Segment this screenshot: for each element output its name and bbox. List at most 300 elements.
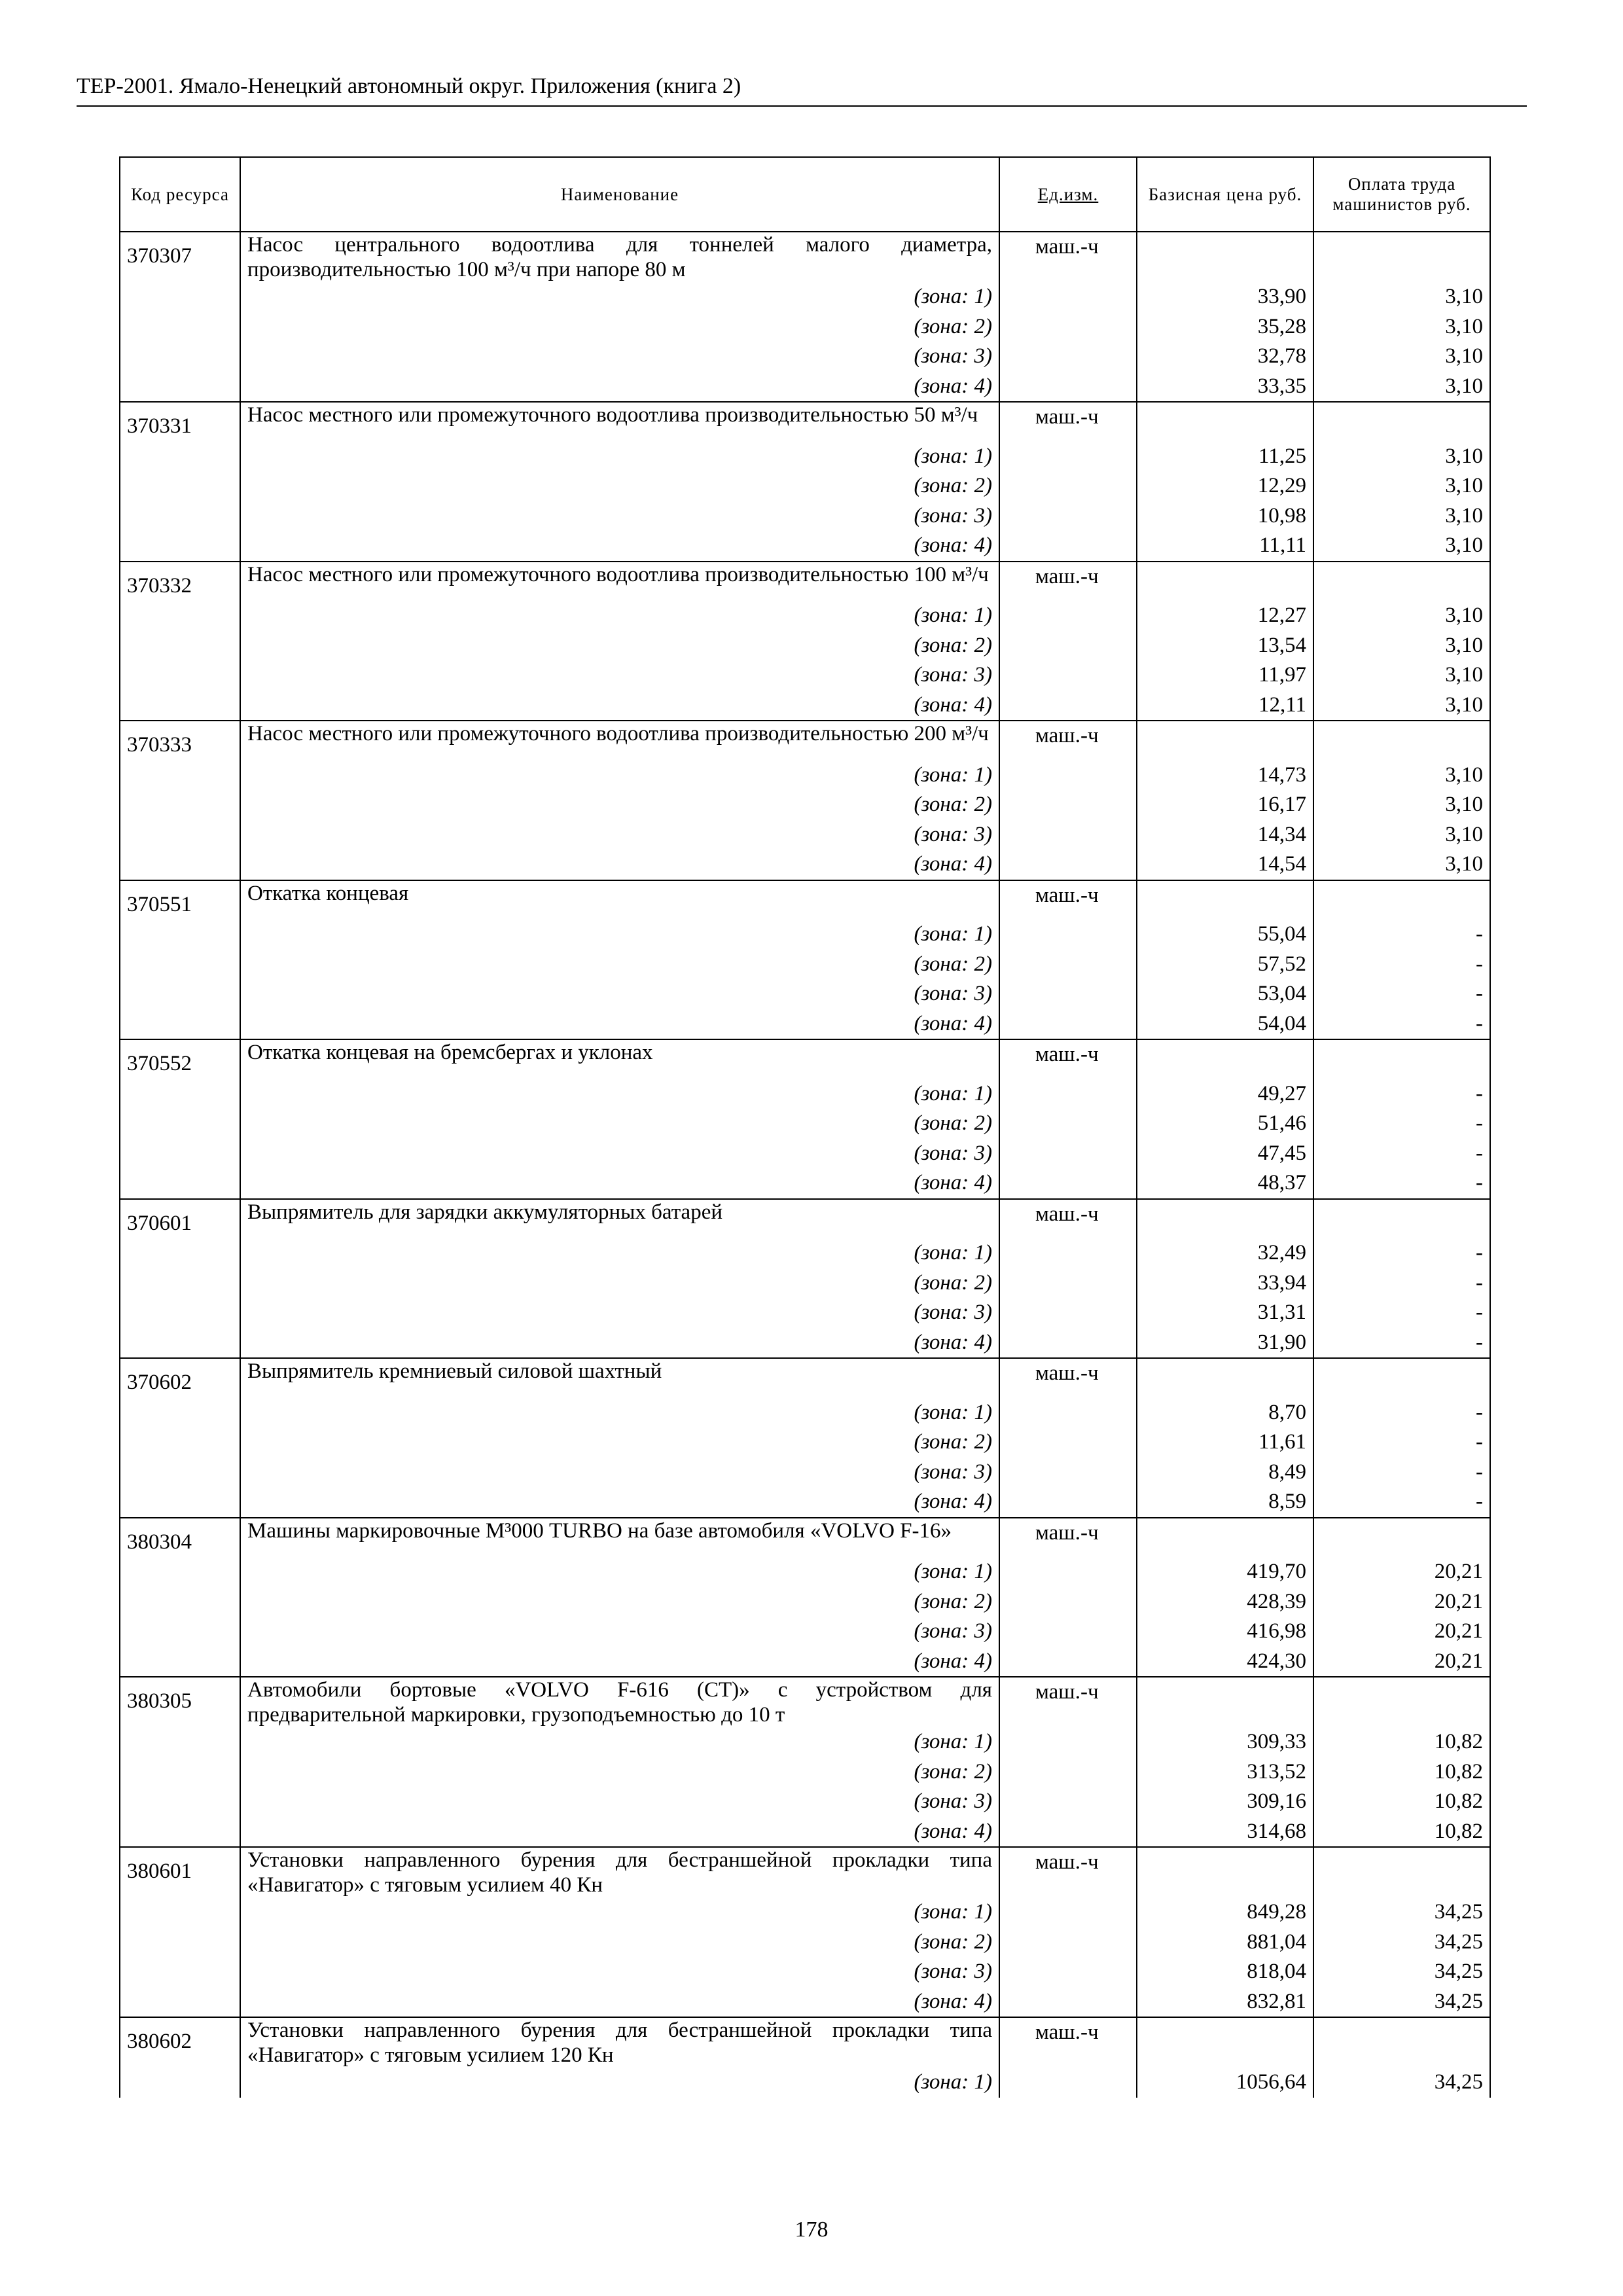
empty-cell <box>999 660 1137 691</box>
zone-label: (зона: 3) <box>240 979 999 1009</box>
zone-operator-pay: - <box>1313 1168 1490 1199</box>
zone-operator-pay: 3,10 <box>1313 850 1490 880</box>
empty-cell <box>999 1168 1137 1199</box>
zone-label: (зона: 1) <box>240 1238 999 1268</box>
resource-name: Насос местного или промежуточного водоотлива производительностью 200 м³/ч <box>240 721 999 761</box>
zone-base-price: 1056,64 <box>1137 2068 1313 2098</box>
zone-row <box>120 1139 1490 1169</box>
empty-cell <box>120 1009 240 1040</box>
resource-unit: маш.-ч <box>999 562 1137 601</box>
zone-row <box>120 1897 1490 1928</box>
resource-name: Откатка концевая <box>240 880 999 920</box>
empty-cell <box>999 1487 1137 1518</box>
empty-cell <box>1313 721 1490 761</box>
zone-label: (зона: 2) <box>240 1928 999 1958</box>
resource-row <box>120 1847 1490 1897</box>
zone-base-price: 849,28 <box>1137 1897 1313 1928</box>
zone-base-price: 14,73 <box>1137 761 1313 791</box>
empty-cell <box>120 1928 240 1958</box>
empty-cell <box>999 761 1137 791</box>
empty-cell <box>1137 1518 1313 1558</box>
empty-cell <box>120 1168 240 1199</box>
zone-row <box>120 790 1490 820</box>
zone-row <box>120 1298 1490 1328</box>
empty-cell <box>999 1897 1137 1928</box>
empty-cell <box>999 312 1137 342</box>
zone-label: (зона: 4) <box>240 372 999 403</box>
zone-base-price: 11,97 <box>1137 660 1313 691</box>
resource-unit: маш.-ч <box>999 1358 1137 1398</box>
empty-cell <box>120 601 240 631</box>
empty-cell <box>1137 562 1313 601</box>
resource-row <box>120 402 1490 442</box>
resource-unit: маш.-ч <box>999 2017 1137 2068</box>
zone-row <box>120 1458 1490 1488</box>
zone-row <box>120 820 1490 850</box>
zone-row <box>120 372 1490 403</box>
zone-operator-pay: 34,25 <box>1313 1897 1490 1928</box>
empty-cell <box>999 1817 1137 1848</box>
empty-cell <box>1313 1518 1490 1558</box>
zone-base-price: 818,04 <box>1137 1957 1313 1987</box>
table-header-row <box>120 157 1490 232</box>
zone-base-price: 12,27 <box>1137 601 1313 631</box>
empty-cell <box>999 2068 1137 2098</box>
zone-base-price: 33,35 <box>1137 372 1313 403</box>
zone-label: (зона: 3) <box>240 1298 999 1328</box>
zone-row <box>120 1079 1490 1109</box>
zone-row <box>120 2068 1490 2098</box>
zone-operator-pay: 10,82 <box>1313 1757 1490 1787</box>
zone-label: (зона: 3) <box>240 1617 999 1647</box>
empty-cell <box>999 1427 1137 1458</box>
zone-base-price: 51,46 <box>1137 1109 1313 1139</box>
zone-base-price: 309,33 <box>1137 1727 1313 1757</box>
zone-label: (зона: 2) <box>240 950 999 980</box>
zone-operator-pay: 10,82 <box>1313 1727 1490 1757</box>
empty-cell <box>999 1298 1137 1328</box>
empty-cell <box>120 282 240 312</box>
zone-operator-pay: - <box>1313 1079 1490 1109</box>
zone-label: (зона: 1) <box>240 761 999 791</box>
empty-cell <box>1313 2017 1490 2068</box>
zone-label: (зона: 2) <box>240 1109 999 1139</box>
empty-cell <box>120 501 240 531</box>
zone-base-price: 428,39 <box>1137 1587 1313 1617</box>
zone-base-price: 31,31 <box>1137 1298 1313 1328</box>
zone-operator-pay: 3,10 <box>1313 442 1490 472</box>
zone-operator-pay: - <box>1313 1487 1490 1518</box>
empty-cell <box>999 1557 1137 1587</box>
resource-row <box>120 721 1490 761</box>
page-number: 178 <box>794 2217 829 2242</box>
zone-label: (зона: 1) <box>240 442 999 472</box>
empty-cell <box>999 1957 1137 1987</box>
zone-label: (зона: 2) <box>240 312 999 342</box>
empty-cell <box>120 1957 240 1987</box>
zone-base-price: 8,59 <box>1137 1487 1313 1518</box>
empty-cell <box>999 471 1137 501</box>
empty-cell <box>120 1557 240 1587</box>
zone-row <box>120 950 1490 980</box>
zone-base-price: 16,17 <box>1137 790 1313 820</box>
zone-label: (зона: 1) <box>240 2068 999 2098</box>
resource-row <box>120 232 1490 282</box>
zone-operator-pay: - <box>1313 1398 1490 1428</box>
zone-row <box>120 1787 1490 1817</box>
zone-base-price: 11,61 <box>1137 1427 1313 1458</box>
empty-cell <box>1313 880 1490 920</box>
empty-cell <box>1137 1677 1313 1727</box>
zone-label: (зона: 1) <box>240 1398 999 1428</box>
resource-unit: маш.-ч <box>999 880 1137 920</box>
empty-cell <box>999 820 1137 850</box>
empty-cell <box>999 920 1137 950</box>
empty-cell <box>120 1238 240 1268</box>
zone-label: (зона: 3) <box>240 1957 999 1987</box>
empty-cell <box>120 1328 240 1359</box>
empty-cell <box>120 1109 240 1139</box>
empty-cell <box>999 1398 1137 1428</box>
resource-code: 370332 <box>120 562 240 601</box>
zone-row <box>120 282 1490 312</box>
zone-row <box>120 1957 1490 1987</box>
resource-code: 370602 <box>120 1358 240 1398</box>
empty-cell <box>999 979 1137 1009</box>
zone-label: (зона: 3) <box>240 501 999 531</box>
zone-base-price: 49,27 <box>1137 1079 1313 1109</box>
zone-row <box>120 850 1490 880</box>
resource-name: Насос центрального водоотлива для тоннелей малого диаметра, производительностью 100 м³/ч при напоре 80 м <box>240 232 999 282</box>
zone-base-price: 32,78 <box>1137 342 1313 372</box>
zone-row <box>120 1587 1490 1617</box>
zone-operator-pay: - <box>1313 950 1490 980</box>
empty-cell <box>1313 402 1490 442</box>
column-header-code: Код ресурса <box>120 157 240 232</box>
zone-operator-pay: 20,21 <box>1313 1617 1490 1647</box>
zone-base-price: 14,54 <box>1137 850 1313 880</box>
resource-row <box>120 1677 1490 1727</box>
empty-cell <box>999 950 1137 980</box>
resource-name: Машины маркировочные М³000 TURBO на базе автомобиля «VOLVO F-16» <box>240 1518 999 1558</box>
zone-operator-pay: 20,21 <box>1313 1587 1490 1617</box>
empty-cell <box>999 1757 1137 1787</box>
resource-code: 370551 <box>120 880 240 920</box>
zone-label: (зона: 3) <box>240 1139 999 1169</box>
zone-base-price: 53,04 <box>1137 979 1313 1009</box>
empty-cell <box>1313 1677 1490 1727</box>
empty-cell <box>999 601 1137 631</box>
resource-code: 370601 <box>120 1199 240 1239</box>
column-header-unit: Ед.изм. <box>999 157 1137 232</box>
zone-label: (зона: 1) <box>240 1557 999 1587</box>
empty-cell <box>999 442 1137 472</box>
zone-base-price: 14,34 <box>1137 820 1313 850</box>
zone-label: (зона: 3) <box>240 820 999 850</box>
zone-operator-pay: 3,10 <box>1313 312 1490 342</box>
zone-base-price: 47,45 <box>1137 1139 1313 1169</box>
zone-operator-pay: 3,10 <box>1313 601 1490 631</box>
empty-cell <box>120 1458 240 1488</box>
zone-label: (зона: 1) <box>240 601 999 631</box>
resource-unit: маш.-ч <box>999 1518 1137 1558</box>
zone-base-price: 8,70 <box>1137 1398 1313 1428</box>
zone-row <box>120 691 1490 721</box>
empty-cell <box>1137 1039 1313 1079</box>
header-divider <box>77 105 1527 107</box>
empty-cell <box>120 1817 240 1848</box>
empty-cell <box>120 820 240 850</box>
zone-operator-pay: 34,25 <box>1313 1928 1490 1958</box>
zone-row <box>120 1268 1490 1299</box>
zone-label: (зона: 3) <box>240 1787 999 1817</box>
zone-base-price: 13,54 <box>1137 631 1313 661</box>
empty-cell <box>999 531 1137 562</box>
zone-base-price: 313,52 <box>1137 1757 1313 1787</box>
empty-cell <box>999 691 1137 721</box>
empty-cell <box>999 1617 1137 1647</box>
resource-code: 370333 <box>120 721 240 761</box>
empty-cell <box>120 471 240 501</box>
zone-row <box>120 660 1490 691</box>
empty-cell <box>120 1617 240 1647</box>
zone-row <box>120 1168 1490 1199</box>
zone-row <box>120 1647 1490 1677</box>
zone-label: (зона: 1) <box>240 1727 999 1757</box>
resource-name: Насос местного или промежуточного водоотлива производительностью 100 м³/ч <box>240 562 999 601</box>
zone-row <box>120 442 1490 472</box>
empty-cell <box>999 850 1137 880</box>
zone-label: (зона: 3) <box>240 660 999 691</box>
zone-operator-pay: - <box>1313 1328 1490 1359</box>
zone-operator-pay: 3,10 <box>1313 372 1490 403</box>
resource-row <box>120 880 1490 920</box>
zone-base-price: 55,04 <box>1137 920 1313 950</box>
empty-cell <box>120 1587 240 1617</box>
empty-cell <box>999 282 1137 312</box>
zone-label: (зона: 2) <box>240 1268 999 1299</box>
resource-name: Насос местного или промежуточного водоотлива производительностью 50 м³/ч <box>240 402 999 442</box>
empty-cell <box>120 850 240 880</box>
resource-unit: маш.-ч <box>999 1677 1137 1727</box>
zone-operator-pay: 20,21 <box>1313 1647 1490 1677</box>
zone-row <box>120 531 1490 562</box>
zone-base-price: 832,81 <box>1137 1987 1313 2018</box>
zone-base-price: 416,98 <box>1137 1617 1313 1647</box>
resource-unit: маш.-ч <box>999 402 1137 442</box>
zone-base-price: 32,49 <box>1137 1238 1313 1268</box>
zone-operator-pay: - <box>1313 1268 1490 1299</box>
zone-operator-pay: - <box>1313 1009 1490 1040</box>
empty-cell <box>120 312 240 342</box>
zone-row <box>120 920 1490 950</box>
empty-cell <box>120 691 240 721</box>
empty-cell <box>1137 721 1313 761</box>
zone-operator-pay: 20,21 <box>1313 1557 1490 1587</box>
zone-label: (зона: 2) <box>240 1427 999 1458</box>
empty-cell <box>1137 402 1313 442</box>
zone-base-price: 314,68 <box>1137 1817 1313 1848</box>
zone-row <box>120 631 1490 661</box>
zone-base-price: 48,37 <box>1137 1168 1313 1199</box>
empty-cell <box>1313 1847 1490 1897</box>
zone-operator-pay: - <box>1313 1458 1490 1488</box>
resource-code: 370307 <box>120 232 240 282</box>
zone-operator-pay: - <box>1313 1238 1490 1268</box>
resource-code: 380602 <box>120 2017 240 2068</box>
resource-code: 370331 <box>120 402 240 442</box>
zone-row <box>120 1757 1490 1787</box>
empty-cell <box>999 1009 1137 1040</box>
empty-cell <box>120 1268 240 1299</box>
empty-cell <box>120 1787 240 1817</box>
zone-operator-pay: 34,25 <box>1313 2068 1490 2098</box>
empty-cell <box>999 1928 1137 1958</box>
resource-name: Откатка концевая на бремсбергах и уклонах <box>240 1039 999 1079</box>
empty-cell <box>120 1298 240 1328</box>
zone-label: (зона: 4) <box>240 691 999 721</box>
zone-base-price: 10,98 <box>1137 501 1313 531</box>
zone-base-price: 12,11 <box>1137 691 1313 721</box>
empty-cell <box>1313 1358 1490 1398</box>
resource-price-table <box>119 156 1491 2098</box>
empty-cell <box>120 1757 240 1787</box>
zone-row <box>120 501 1490 531</box>
resource-name: Установки направленного бурения для бестраншейной прокладки типа «Навигатор» с тяговым усилием 120 Кн <box>240 2017 999 2068</box>
zone-operator-pay: 10,82 <box>1313 1817 1490 1848</box>
document-header-title: ТЕР-2001. Ямало-Ненецкий автономный округ. Приложения (книга 2) <box>77 74 741 98</box>
column-header-base-price: Базисная цена руб. <box>1137 157 1313 232</box>
empty-cell <box>120 2068 240 2098</box>
zone-row <box>120 979 1490 1009</box>
empty-cell <box>999 631 1137 661</box>
zone-operator-pay: - <box>1313 1139 1490 1169</box>
zone-row <box>120 1109 1490 1139</box>
zone-base-price: 54,04 <box>1137 1009 1313 1040</box>
empty-cell <box>999 1079 1137 1109</box>
zone-label: (зона: 3) <box>240 342 999 372</box>
resource-row <box>120 1039 1490 1079</box>
empty-cell <box>1137 2017 1313 2068</box>
zone-base-price: 424,30 <box>1137 1647 1313 1677</box>
empty-cell <box>1137 1199 1313 1239</box>
zone-base-price: 419,70 <box>1137 1557 1313 1587</box>
zone-operator-pay: - <box>1313 920 1490 950</box>
empty-cell <box>999 1647 1137 1677</box>
resource-code: 380304 <box>120 1518 240 1558</box>
resource-row <box>120 1358 1490 1398</box>
empty-cell <box>120 342 240 372</box>
empty-cell <box>999 372 1137 403</box>
empty-cell <box>120 442 240 472</box>
empty-cell <box>120 1079 240 1109</box>
zone-row <box>120 342 1490 372</box>
zone-base-price: 57,52 <box>1137 950 1313 980</box>
zone-row <box>120 1328 1490 1359</box>
zone-row <box>120 1817 1490 1848</box>
zone-label: (зона: 4) <box>240 1987 999 2018</box>
zone-base-price: 309,16 <box>1137 1787 1313 1817</box>
zone-operator-pay: - <box>1313 1427 1490 1458</box>
zone-label: (зона: 4) <box>240 1487 999 1518</box>
zone-operator-pay: 3,10 <box>1313 471 1490 501</box>
zone-label: (зона: 2) <box>240 471 999 501</box>
zone-row <box>120 1398 1490 1428</box>
zone-operator-pay: 3,10 <box>1313 631 1490 661</box>
column-header-operator-pay: Оплата труда машинистов руб. <box>1313 157 1490 232</box>
zone-row <box>120 312 1490 342</box>
zone-operator-pay: 3,10 <box>1313 761 1490 791</box>
zone-label: (зона: 1) <box>240 1897 999 1928</box>
empty-cell <box>999 1328 1137 1359</box>
zone-label: (зона: 1) <box>240 282 999 312</box>
empty-cell <box>120 1398 240 1428</box>
zone-operator-pay: - <box>1313 979 1490 1009</box>
zone-base-price: 11,25 <box>1137 442 1313 472</box>
empty-cell <box>120 1139 240 1169</box>
empty-cell <box>999 1268 1137 1299</box>
zone-base-price: 31,90 <box>1137 1328 1313 1359</box>
empty-cell <box>999 1109 1137 1139</box>
zone-base-price: 8,49 <box>1137 1458 1313 1488</box>
empty-cell <box>120 531 240 562</box>
zone-row <box>120 1987 1490 2018</box>
empty-cell <box>1137 1358 1313 1398</box>
zone-row <box>120 1928 1490 1958</box>
resource-unit: маш.-ч <box>999 1847 1137 1897</box>
resource-unit: маш.-ч <box>999 1199 1137 1239</box>
resource-name: Установки направленного бурения для бестраншейной прокладки типа «Навигатор» с тяговым усилием 40 Кн <box>240 1847 999 1897</box>
empty-cell <box>120 1427 240 1458</box>
resource-name: Выпрямитель для зарядки аккумуляторных батарей <box>240 1199 999 1239</box>
zone-row <box>120 601 1490 631</box>
resource-unit: маш.-ч <box>999 1039 1137 1079</box>
zone-operator-pay: 3,10 <box>1313 531 1490 562</box>
resource-code: 370552 <box>120 1039 240 1079</box>
resource-row <box>120 562 1490 601</box>
empty-cell <box>1313 232 1490 282</box>
zone-label: (зона: 1) <box>240 1079 999 1109</box>
zone-label: (зона: 4) <box>240 1328 999 1359</box>
zone-label: (зона: 4) <box>240 850 999 880</box>
zone-operator-pay: 3,10 <box>1313 691 1490 721</box>
zone-base-price: 881,04 <box>1137 1928 1313 1958</box>
zone-operator-pay: 3,10 <box>1313 790 1490 820</box>
empty-cell <box>999 1787 1137 1817</box>
zone-operator-pay: - <box>1313 1298 1490 1328</box>
zone-operator-pay: 3,10 <box>1313 820 1490 850</box>
zone-row <box>120 1727 1490 1757</box>
zone-label: (зона: 3) <box>240 1458 999 1488</box>
resource-row <box>120 2017 1490 2068</box>
table-body <box>120 232 1490 2098</box>
zone-operator-pay: 3,10 <box>1313 501 1490 531</box>
empty-cell <box>999 1987 1137 2018</box>
zone-label: (зона: 2) <box>240 790 999 820</box>
empty-cell <box>120 979 240 1009</box>
zone-label: (зона: 4) <box>240 1009 999 1040</box>
zone-base-price: 33,94 <box>1137 1268 1313 1299</box>
empty-cell <box>1313 562 1490 601</box>
empty-cell <box>1137 1847 1313 1897</box>
resource-unit: маш.-ч <box>999 232 1137 282</box>
resource-code: 380305 <box>120 1677 240 1727</box>
zone-base-price: 11,11 <box>1137 531 1313 562</box>
empty-cell <box>120 1647 240 1677</box>
empty-cell <box>999 1727 1137 1757</box>
empty-cell <box>120 920 240 950</box>
zone-operator-pay: 3,10 <box>1313 282 1490 312</box>
